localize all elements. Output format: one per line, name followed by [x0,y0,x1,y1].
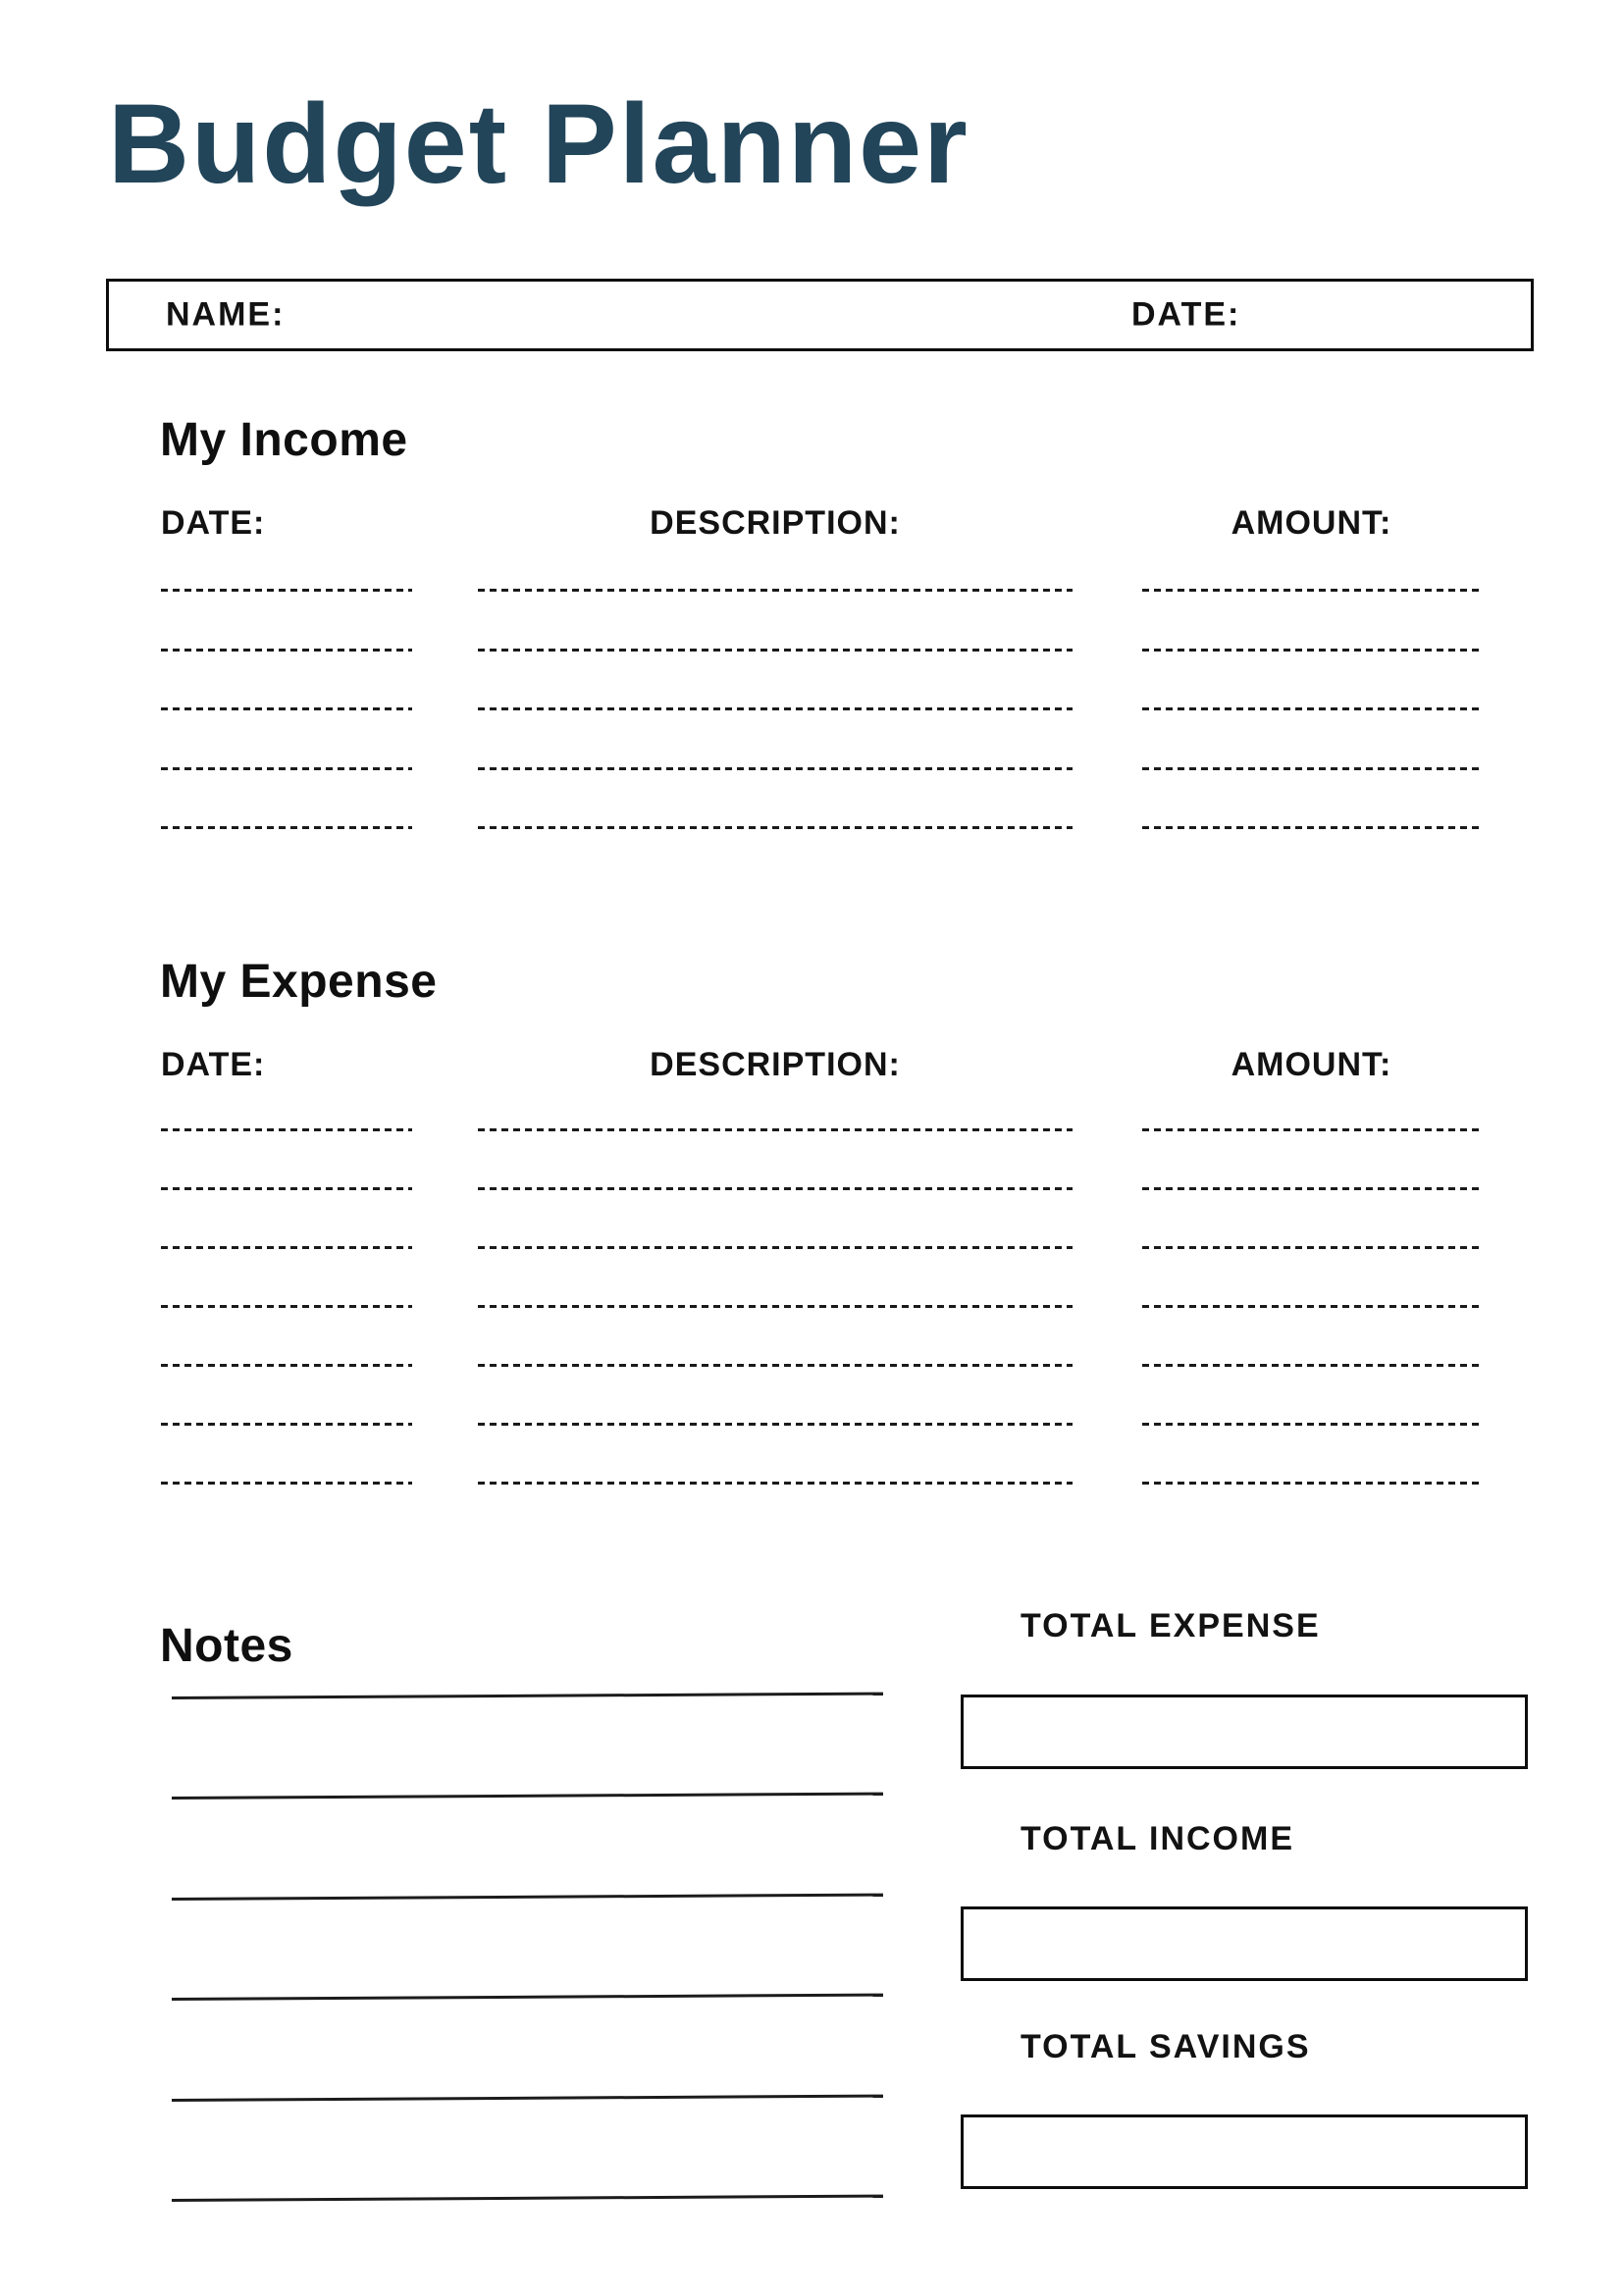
expense-date-field[interactable] [161,1423,412,1426]
income-description-field[interactable] [478,767,1073,770]
expense-row [0,1423,1624,1426]
expense-amount-field[interactable] [1142,1364,1481,1367]
income-amount-field[interactable] [1142,649,1481,652]
notes-row [0,1797,1624,1800]
income-row [0,767,1624,770]
expense-description-field[interactable] [478,1423,1073,1426]
expense-description-field[interactable] [478,1305,1073,1308]
total-expense-box[interactable] [961,1695,1528,1769]
total-savings-box[interactable] [961,2114,1528,2189]
income-row [0,649,1624,652]
expense-amount-field[interactable] [1142,1246,1481,1249]
expense-amount-field[interactable] [1142,1305,1481,1308]
expense-date-field[interactable] [161,1364,412,1367]
expense-description-field[interactable] [478,1187,1073,1190]
notes-writing-line[interactable] [172,1793,883,1800]
expense-row [0,1364,1624,1367]
expense-date-field[interactable] [161,1128,412,1131]
income-date-column-header: DATE: [161,504,266,542]
income-description-column-header: DESCRIPTION: [650,504,901,542]
expense-description-field[interactable] [478,1128,1073,1131]
notes-row [0,1898,1624,1901]
total-expense-label: TOTAL EXPENSE [1021,1607,1321,1644]
date-field[interactable] [1252,286,1527,344]
expense-description-column-header: DESCRIPTION: [650,1046,901,1083]
income-amount-field[interactable] [1142,826,1481,829]
expense-amount-field[interactable] [1142,1482,1481,1485]
expense-row [0,1305,1624,1308]
expense-amount-field[interactable] [1142,1423,1481,1426]
expense-amount-field[interactable] [1142,1128,1481,1131]
expense-amount-column-header: AMOUNT: [1231,1046,1392,1083]
name-field[interactable] [295,286,1080,344]
name-label: NAME: [166,295,286,334]
income-date-field[interactable] [161,826,412,829]
total-income-box[interactable] [961,1906,1528,1981]
income-amount-field[interactable] [1142,707,1481,710]
income-date-field[interactable] [161,589,412,592]
page-title: Budget Planner [108,81,969,207]
income-date-field[interactable] [161,649,412,652]
expense-section-heading: My Expense [160,956,438,1008]
expense-row [0,1128,1624,1131]
income-amount-field[interactable] [1142,589,1481,592]
income-amount-column-header: AMOUNT: [1231,504,1392,542]
expense-date-column-header: DATE: [161,1046,266,1083]
expense-date-field[interactable] [161,1246,412,1249]
expense-row [0,1187,1624,1190]
expense-description-field[interactable] [478,1246,1073,1249]
expense-description-field[interactable] [478,1364,1073,1367]
notes-writing-line[interactable] [172,2195,883,2202]
expense-row [0,1482,1624,1485]
expense-date-field[interactable] [161,1187,412,1190]
notes-writing-line[interactable] [172,1994,883,2001]
expense-row [0,1246,1624,1249]
date-label: DATE: [1131,295,1241,334]
notes-row [0,2199,1624,2202]
name-date-box [106,279,1534,351]
notes-writing-line[interactable] [172,1693,883,1699]
notes-writing-line[interactable] [172,1893,883,1900]
income-date-field[interactable] [161,767,412,770]
notes-row [0,1998,1624,2001]
income-description-field[interactable] [478,589,1073,592]
income-description-field[interactable] [478,649,1073,652]
income-row [0,707,1624,710]
total-income-label: TOTAL INCOME [1021,1820,1294,1857]
income-description-field[interactable] [478,826,1073,829]
expense-amount-field[interactable] [1142,1187,1481,1190]
income-row [0,589,1624,592]
income-description-field[interactable] [478,707,1073,710]
expense-date-field[interactable] [161,1305,412,1308]
income-row [0,826,1624,829]
income-amount-field[interactable] [1142,767,1481,770]
income-date-field[interactable] [161,707,412,710]
expense-date-field[interactable] [161,1482,412,1485]
notes-section-heading: Notes [160,1620,293,1672]
income-section-heading: My Income [160,414,408,466]
notes-writing-line[interactable] [172,2094,883,2101]
expense-description-field[interactable] [478,1482,1073,1485]
total-savings-label: TOTAL SAVINGS [1021,2028,1311,2065]
notes-row [0,2099,1624,2102]
